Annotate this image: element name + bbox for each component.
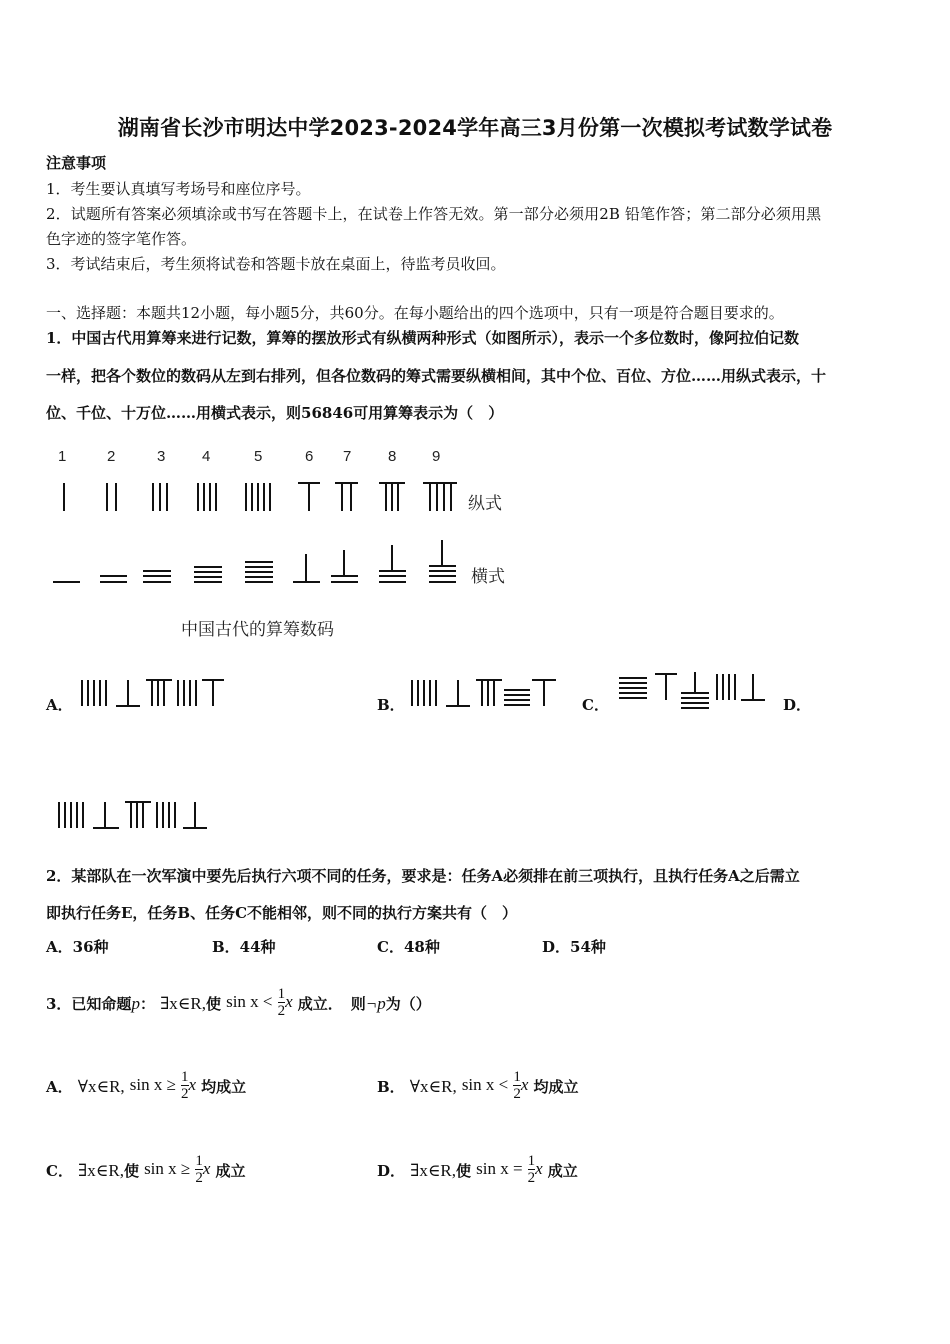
q1-option-d-label: D．: [783, 696, 812, 714]
q1-option-a-label: A．: [46, 696, 73, 714]
q1-option-a-rods[interactable]: [80, 676, 230, 712]
horizontal-rods-figure: [0, 535, 470, 590]
figure-caption: 中国古代的算筹数码: [181, 620, 334, 640]
notice-item-3: 3．考试结束后，考生须将试卷和答题卡放在桌面上，待监考员收回。: [46, 255, 506, 273]
q1-option-b-rods[interactable]: [408, 676, 560, 712]
digit-label: 5: [254, 448, 263, 465]
q1-option-d-rods[interactable]: [55, 798, 215, 834]
q3-stem: 3．已知命题p： ∃x∈R,使 sin x < $\frac{1}{2}$ x 成立． 则¬p为（）: [46, 970, 431, 1038]
q2-option-b[interactable]: B．44种: [212, 938, 276, 956]
vertical-rods-figure: [0, 475, 470, 520]
notice-heading: 注意事项: [46, 154, 107, 172]
q1-option-c-rods[interactable]: [615, 668, 770, 714]
q1-stem-line2: 一样，把各个数位的数码从左到右排列，但各位数码的筹式需要纵横相间，其中个位、百位、方位……用纵式表示，十: [46, 367, 827, 385]
section-heading: 一、选择题：本题共12小题，每小题5分，共60分。在每小题给出的四个选项中，只有一项是符合题目要求的。: [46, 304, 784, 322]
label-vertical: 纵式: [468, 494, 502, 514]
digit-label: 3: [157, 448, 166, 465]
q2-option-a[interactable]: A．36种: [46, 938, 109, 956]
q2-option-c[interactable]: C．48种: [377, 938, 440, 956]
label-horizontal: 横式: [471, 567, 505, 587]
q3-option-d[interactable]: D． ∃x∈R,使 sin x = $\frac{1}{2}$ x 成立: [377, 1152, 578, 1186]
page-title: 湖南省长沙市明达中学2023-2024学年高三3月份第一次模拟考试数学试卷: [117, 116, 833, 140]
q2-option-d[interactable]: D．54种: [542, 938, 606, 956]
q1-option-b-label: B．: [377, 696, 405, 714]
q3-stem-formula: sin x < $\frac{1}{2}$ x: [226, 985, 293, 1019]
q1-stem-line1: 1．中国古代用算筹来进行记数，算筹的摆放形式有纵横两种形式（如图所示），表示一个多位数时，像阿拉伯记数: [46, 329, 799, 347]
q3-option-b[interactable]: B． ∀x∈R, sin x < $\frac{1}{2}$ x 均成立: [377, 1068, 579, 1102]
digit-label: 8: [388, 448, 397, 465]
digit-label: 6: [305, 448, 314, 465]
notice-item-1: 1．考生要认真填写考场号和座位序号。: [46, 180, 311, 198]
digit-label: 1: [58, 448, 67, 465]
digit-label: 2: [107, 448, 116, 465]
q3-option-c[interactable]: C． ∃x∈R,使 sin x ≥ $\frac{1}{2}$ x 成立: [46, 1152, 246, 1186]
notice-item-2-cont: 色字迹的签字笔作答。: [46, 230, 197, 248]
q1-option-c-label: C．: [582, 696, 609, 714]
q3-option-a[interactable]: A． ∀x∈R, sin x ≥ $\frac{1}{2}$ x 均成立: [46, 1068, 247, 1102]
q2-stem-line2: 即执行任务E，任务B、任务C不能相邻，则不同的执行方案共有（ ）: [46, 904, 518, 922]
digit-label: 9: [432, 448, 441, 465]
q2-stem-line1: 2．某部队在一次军演中要先后执行六项不同的任务，要求是：任务A必须排在前三项执行，且执行任务A之后需立: [46, 867, 800, 885]
digit-label: 4: [202, 448, 211, 465]
digit-label: 7: [343, 448, 352, 465]
q1-stem-line3: 位、千位、十万位……用横式表示，则56846可用算筹表示为（ ）: [46, 404, 504, 422]
notice-item-2: 2．试题所有答案必须填涂或书写在答题卡上，在试卷上作答无效。第一部分必须用2B 铅笔作答；第二部分必须用黑: [46, 205, 822, 223]
